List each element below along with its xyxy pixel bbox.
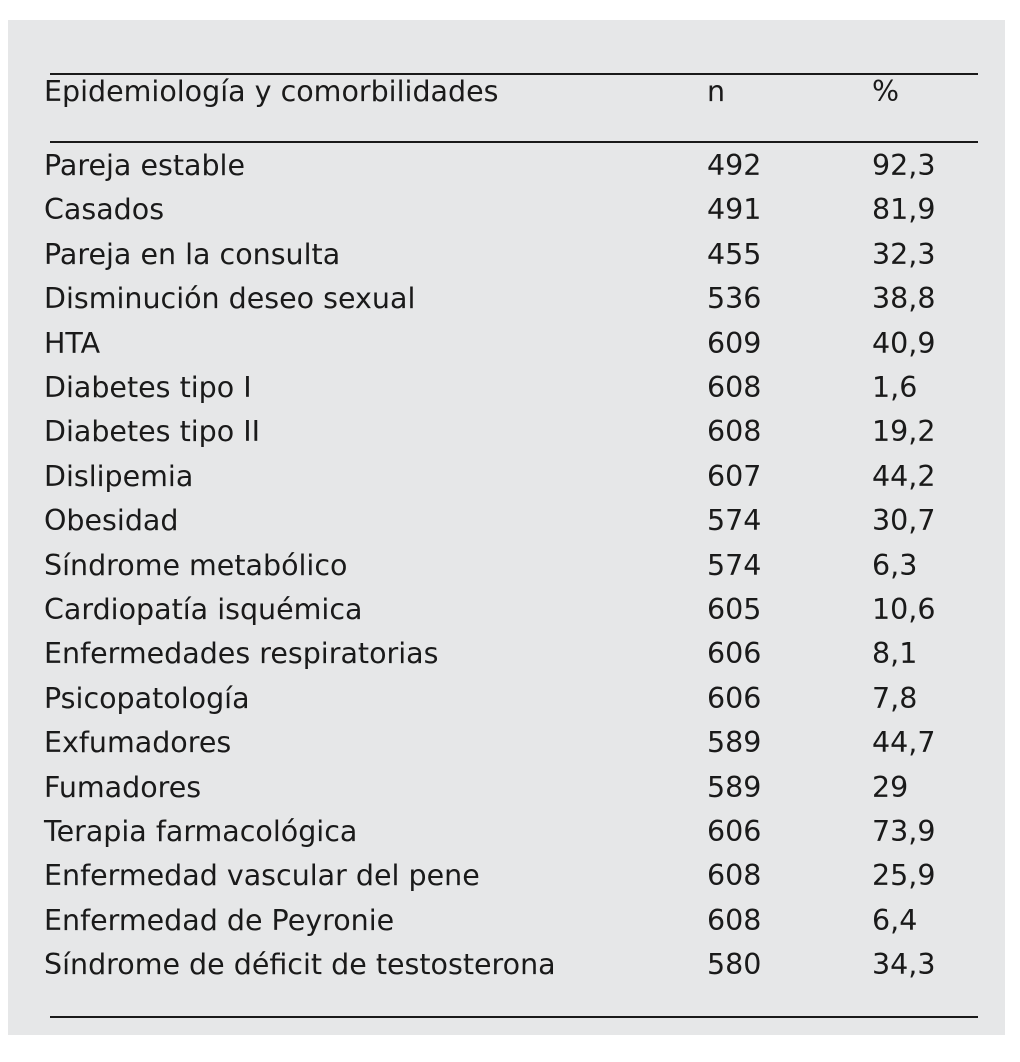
row-n: 608 xyxy=(707,903,762,937)
row-label: Disminución deseo sexual xyxy=(44,282,416,316)
row-label: HTA xyxy=(44,326,101,360)
row-n: 608 xyxy=(707,371,762,404)
row-label: Diabetes tipo II xyxy=(44,415,261,449)
row-n: 455 xyxy=(707,237,762,271)
table-row xyxy=(8,945,1005,985)
row-n: 574 xyxy=(707,504,762,538)
table-row xyxy=(8,723,1005,763)
table-row xyxy=(8,901,1005,941)
header-row xyxy=(8,72,1005,112)
row-n: 536 xyxy=(707,282,762,316)
row-label: Diabetes tipo I xyxy=(44,371,252,404)
row-label: Enfermedades respiratorias xyxy=(44,637,439,671)
table-row xyxy=(8,812,1005,852)
row-n: 606 xyxy=(707,815,762,848)
table-row xyxy=(8,679,1005,719)
table-row xyxy=(8,546,1005,586)
row-label: Fumadores xyxy=(44,770,202,804)
row-pct: 34,3 xyxy=(872,948,936,982)
row-pct: 29 xyxy=(872,770,909,804)
table-row xyxy=(8,590,1005,630)
row-n: 608 xyxy=(707,859,762,893)
row-label: Enfermedad vascular del pene xyxy=(44,859,480,893)
row-pct: 19,2 xyxy=(872,415,936,449)
row-n: 609 xyxy=(707,326,762,360)
row-pct: 6,3 xyxy=(872,548,918,582)
row-n: 605 xyxy=(707,593,762,626)
row-pct: 7,8 xyxy=(872,681,918,715)
row-pct: 6,4 xyxy=(872,903,918,937)
row-pct: 44,7 xyxy=(872,726,936,760)
table-row xyxy=(8,501,1005,541)
row-pct: 81,9 xyxy=(872,193,936,227)
row-n: 589 xyxy=(707,770,762,804)
row-pct: 92,3 xyxy=(872,149,936,182)
row-label: Enfermedad de Peyronie xyxy=(44,903,395,937)
row-pct: 38,8 xyxy=(872,282,936,316)
bottom-rule xyxy=(50,1016,978,1018)
table-row xyxy=(8,634,1005,674)
row-pct: 30,7 xyxy=(872,504,936,538)
table-row xyxy=(8,279,1005,319)
row-n: 580 xyxy=(707,948,762,982)
table-row xyxy=(8,190,1005,230)
header-n: n xyxy=(707,75,726,108)
row-label: Obesidad xyxy=(44,504,179,538)
row-label: Psicopatología xyxy=(44,681,250,715)
row-n: 607 xyxy=(707,459,762,493)
header-pct: % xyxy=(872,75,900,108)
row-n: 492 xyxy=(707,149,762,182)
row-n: 608 xyxy=(707,415,762,449)
row-label: Cardiopatía isquémica xyxy=(44,593,363,626)
row-label: Casados xyxy=(44,193,165,227)
header-label: Epidemiología y comorbilidades xyxy=(44,75,499,108)
row-n: 589 xyxy=(707,726,762,760)
table-panel xyxy=(8,20,1005,1035)
table-row xyxy=(8,412,1005,452)
row-pct: 1,6 xyxy=(872,371,918,404)
row-label: Pareja estable xyxy=(44,149,246,182)
table-row xyxy=(8,457,1005,497)
row-pct: 40,9 xyxy=(872,326,936,360)
row-label: Síndrome metabólico xyxy=(44,548,348,582)
row-pct: 8,1 xyxy=(872,637,918,671)
row-label: Pareja en la consulta xyxy=(44,237,341,271)
table-row xyxy=(8,324,1005,364)
row-n: 491 xyxy=(707,193,762,227)
row-pct: 10,6 xyxy=(872,593,936,626)
table-row xyxy=(8,146,1005,186)
row-label: Dislipemia xyxy=(44,459,194,493)
row-pct: 44,2 xyxy=(872,459,936,493)
row-n: 606 xyxy=(707,681,762,715)
table-row xyxy=(8,768,1005,808)
row-pct: 73,9 xyxy=(872,815,936,848)
row-pct: 32,3 xyxy=(872,237,936,271)
row-pct: 25,9 xyxy=(872,859,936,893)
table-row xyxy=(8,235,1005,275)
row-label: Síndrome de déficit de testosterona xyxy=(44,948,556,982)
row-n: 574 xyxy=(707,548,762,582)
row-n: 606 xyxy=(707,637,762,671)
row-label: Terapia farmacológica xyxy=(44,815,358,848)
header-rule xyxy=(50,141,978,143)
table-row xyxy=(8,856,1005,896)
table-row xyxy=(8,368,1005,408)
row-label: Exfumadores xyxy=(44,726,232,760)
